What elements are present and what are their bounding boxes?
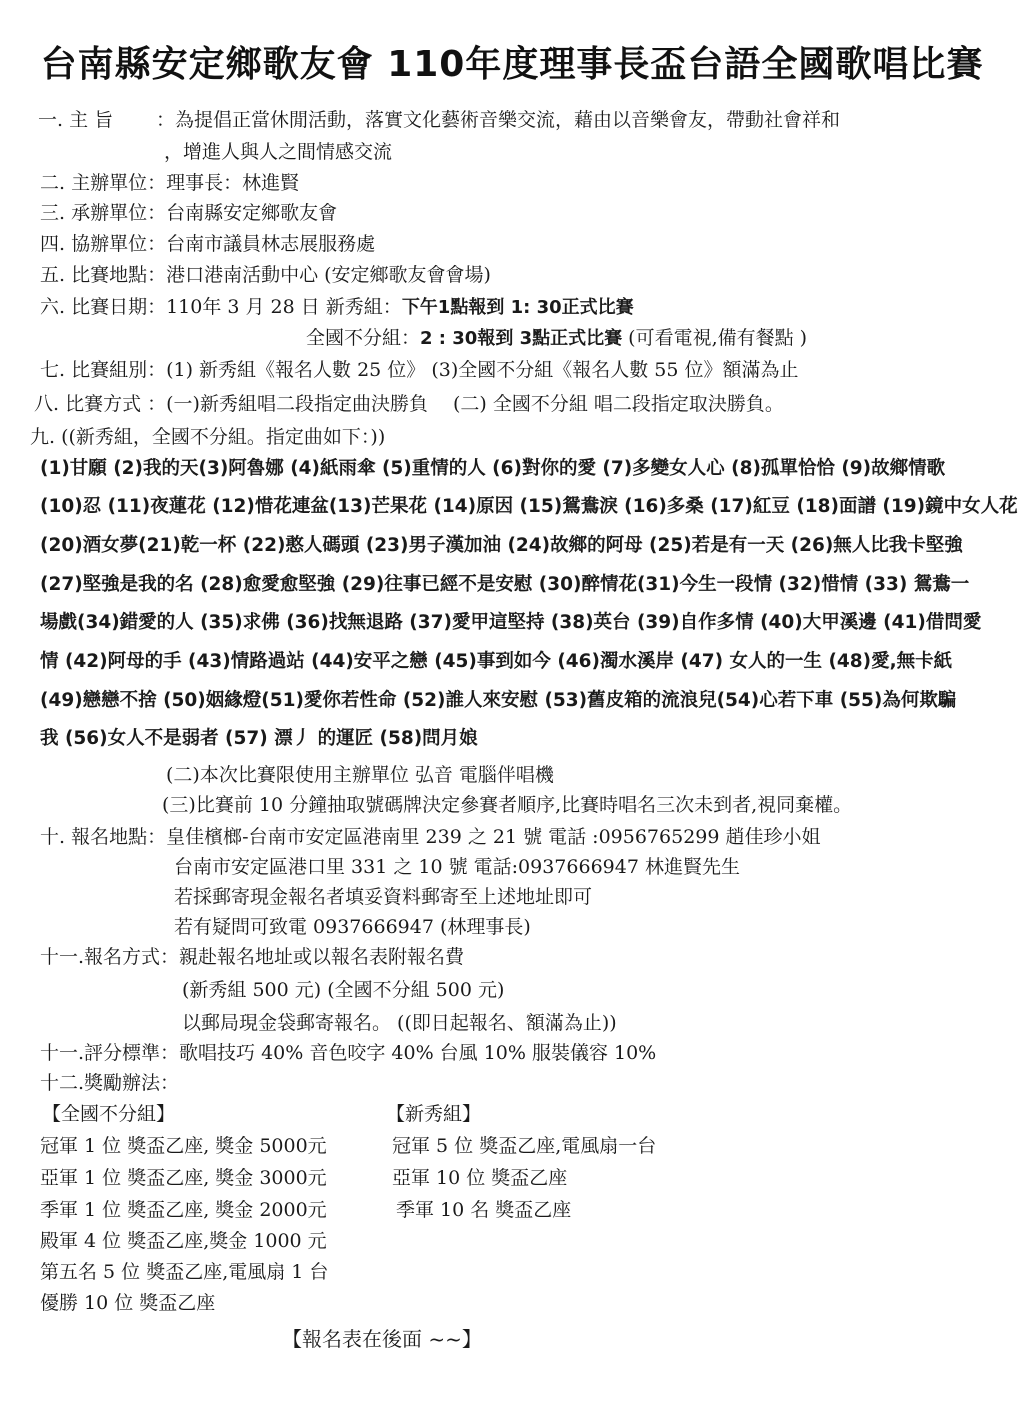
newbie-award: 冠軍 5 位 獎盃乙座,電風扇一台 [392,1135,657,1157]
scoring-criteria: 十一.評分標準：歌唱技巧 40% 音色咬字 40% 台風 10% 服裝儀容 10% [40,1042,657,1064]
purpose-label: 一. 主 旨 [38,109,114,131]
organizer-line: 二. 主辦單位：理事長：林進賢 [40,172,300,194]
format-line: 八. 比賽方式 ：(一)新秀組唱二段指定曲決勝負 (二) 全國不分組 唱二段指定取決勝負。 [34,393,784,415]
song-line: (27)堅強是我的名 (28)愈愛愈堅強 (29)往事已經不是安慰 (30)醉情花(31)今生一段情 (32)惜情 (33) 鴛鴦一 [40,574,970,595]
newbie-time: 下午1點報到 1: 30正式比賽 [401,297,634,318]
national-award: 亞軍 1 位 獎盃乙座, 獎金 3000元 [40,1167,327,1189]
song-line: (1)甘願 (2)我的天(3)阿魯娜 (4)紙雨傘 (5)重情的人 (6)對你的愛 (7)多變女人心 (8)孤單恰恰 (9)故鄉情歌 [40,458,946,479]
host-line: 三. 承辦單位：台南縣安定鄉歌友會 [40,202,338,224]
date-line [40,294,634,321]
venue-line: 五. 比賽地點：港口港南活動中心 (安定鄉歌友會會場) [40,264,491,286]
national-time-line [306,325,807,352]
newbie-award: 季軍 10 名 獎盃乙座 [396,1199,572,1221]
groups-line: 七. 比賽組別：(1) 新秀組《報名人數 25 位》 (3)全國不分組《報名人數 55 位》額滿為止 [40,359,799,381]
page-title: 台南縣安定鄉歌友會 110年度理事長盃台語全國歌唱比賽 [40,44,984,85]
song-line: (10)忍 (11)夜蓮花 (12)惜花連盆(13)芒果花 (14)原因 (15)鴛鴦淚 (16)多桑 (17)紅豆 (18)面譜 (19)鏡中女人花 [40,496,1018,517]
co-organizer-line: 四. 協辦單位：台南市議員林志展服務處 [40,233,376,255]
song-line: 情 (42)阿母的手 (43)情路過站 (44)安平之戀 (45)事到如今 (46)濁水溪岸 (47) 女人的一生 (48)愛,無卡紙 [40,651,953,672]
purpose-text-1: ：為提倡正當休閒活動，落實文化藝術音樂交流，藉由以音樂會友，帶動社會祥和 [156,109,841,131]
registration-method-2: 以郵局現金袋郵寄報名。 ((即日起報名、額滿為止)) [182,1012,617,1034]
mail-registration-note: 若採郵寄現金報名者填妥資料郵寄至上述地址即可 [174,886,593,908]
order-note: (三)比賽前 10 分鐘抽取號碼牌決定參賽者順序,比賽時唱名三次未到者,視同棄權。 [162,794,853,816]
song-line: (20)酒女夢(21)乾一杯 (22)憨人碼頭 (23)男子漢加油 (24)故鄉的阿母 (25)若是有一天 (26)無人比我卡堅強 [40,535,963,556]
national-award: 優勝 10 位 獎盃乙座 [40,1292,216,1314]
national-prefix: 全國不分組： [306,327,421,349]
national-award: 冠軍 1 位 獎盃乙座, 獎金 5000元 [40,1135,327,1157]
equipment-note: (二)本次比賽限使用主辦單位 弘音 電腦伴唱機 [166,764,554,786]
national-award: 殿軍 4 位 獎盃乙座,獎金 1000 元 [40,1230,327,1252]
songs-header: 九. ((新秀組，全國不分組。指定曲如下：)) [30,426,386,448]
registration-location-2: 台南市安定區港口里 331 之 10 號 電話:0937666947 林進賢先生 [174,856,740,878]
newbie-award: 亞軍 10 位 獎盃乙座 [392,1167,568,1189]
awards-header: 十二.獎勵辦法： [40,1072,180,1094]
song-line: 我 (56)女人不是弱者 (57) 漂丿 的運匠 (58)問月娘 [40,728,478,749]
song-line: 場戲(34)錯愛的人 (35)求佛 (36)找無退路 (37)愛甲這堅持 (38)英台 (39)自作多情 (40)大甲溪邊 (41)借問愛 [40,612,982,633]
purpose-text-2: ，增進人與人之間情感交流 [164,141,393,163]
registration-method-1: 十一.報名方式：親赴報名地址或以報名表附報名費 [40,946,465,968]
registration-location-1: 十. 報名地點：皇佳檳榔-台南市安定區港南里 239 之 21 號 電話 :0956765299 趙佳珍小姐 [40,826,821,848]
national-group-header: 【全國不分組】 [42,1103,176,1125]
song-line: (49)戀戀不捨 (50)姻緣燈(51)愛你若性命 (52)誰人來安慰 (53)舊皮箱的流浪兒(54)心若下車 (55)為何欺騙 [40,690,957,711]
national-award: 季軍 1 位 獎盃乙座, 獎金 2000元 [40,1199,327,1221]
contact-note: 若有疑問可致電 0937666947 (林理事長) [174,916,531,938]
footer-note: 【報名表在後面 ~~】 [282,1327,482,1351]
national-suffix: (可看電視,備有餐點 ) [622,327,808,349]
date-prefix: 六. 比賽日期：110年 3 月 28 日 新秀組： [40,296,402,318]
national-time: 2 : 30報到 3點正式比賽 [420,328,623,349]
registration-fee: (新秀組 500 元) (全國不分組 500 元) [182,979,505,1001]
national-award: 第五名 5 位 獎盃乙座,電風扇 1 台 [40,1261,329,1283]
newbie-group-header: 【新秀組】 [386,1103,482,1125]
